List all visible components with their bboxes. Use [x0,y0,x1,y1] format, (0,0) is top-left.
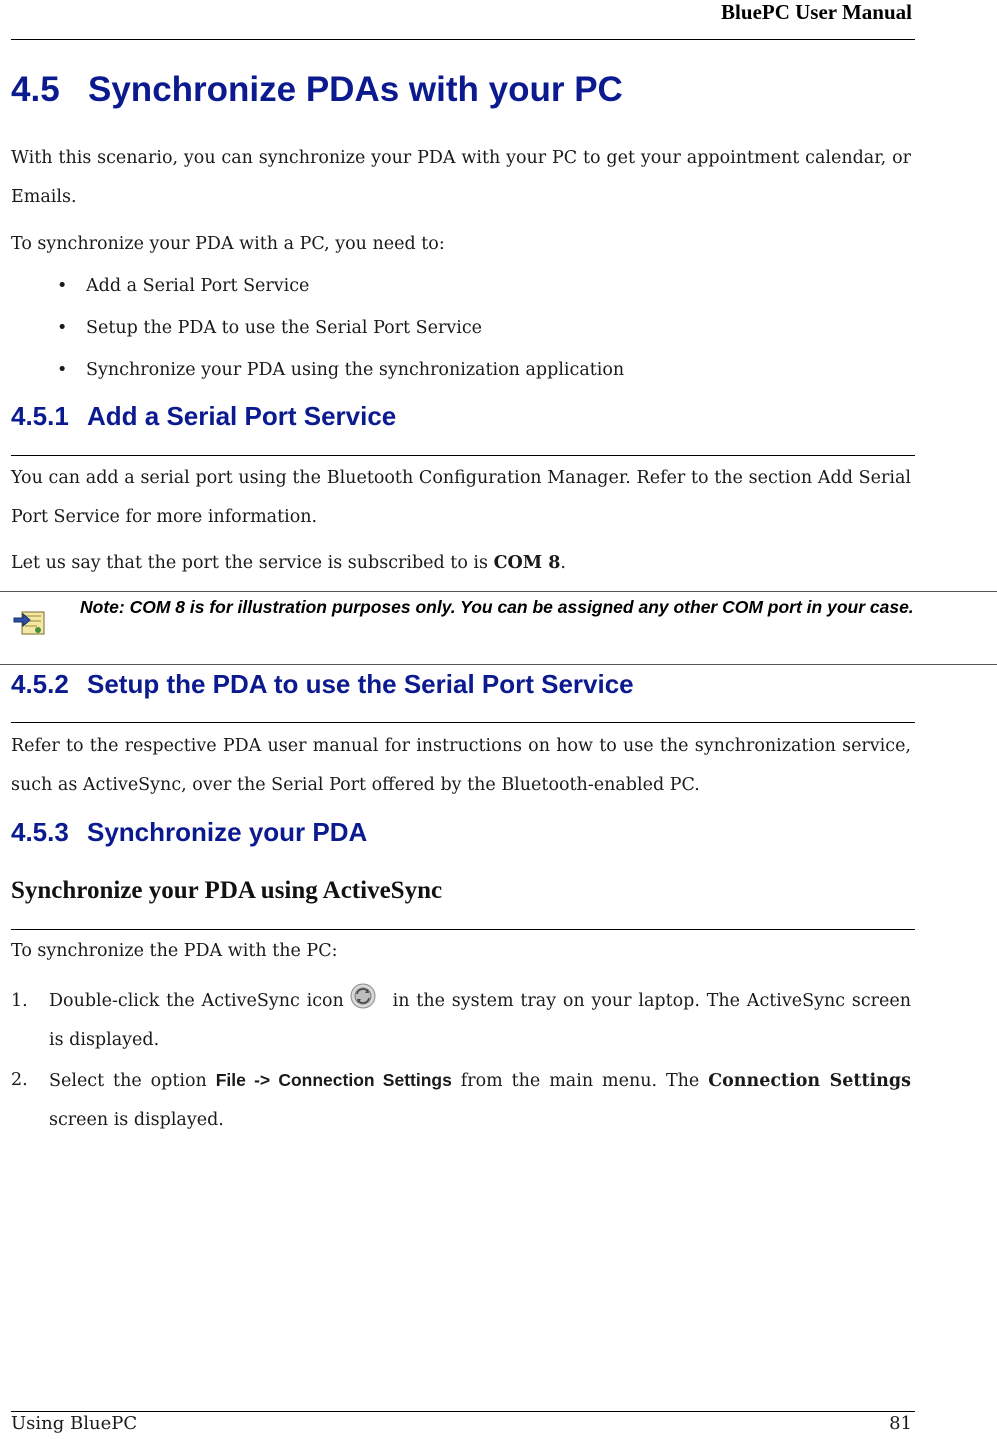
activesync-icon [346,982,380,1012]
step-text-after: in the system tray on your laptop. The ActiveSync screen is displayed. [49,991,911,1050]
note-pointer-icon [12,608,48,638]
activesync-subheading: Synchronize your PDA using ActiveSync [11,877,443,904]
bullet-text: Setup the PDA to use the Serial Port Service [86,318,482,338]
subsection-title: Synchronize your PDA [87,817,368,847]
com-port-suffix: . [560,553,566,573]
section-title: Synchronize PDAs with your PC [88,70,623,109]
subsection-number: 4.5.3 [11,817,69,847]
step-text-middle: from the main menu. The [451,1071,709,1091]
subsection-number: 4.5.1 [11,401,69,431]
sub3-intro: To synchronize the PDA with the PC: [11,941,338,961]
note-text: Note: COM 8 is for illustration purposes only. You can be assigned any other COM port in your case. [80,597,914,617]
footer-chapter: Using BluePC [11,1413,138,1434]
step-text-before: Double-click the ActiveSync icon [49,991,344,1011]
step-text-after: screen is displayed. [49,1110,224,1130]
bullet-text: Synchronize your PDA using the synchronization application [86,360,625,380]
running-header-title: BluePC User Manual [721,0,912,24]
subheading-rule [11,929,915,930]
bullet-item [57,313,482,343]
header-rule [11,39,915,40]
subsection-heading-4-5-2 [11,669,634,700]
subsection-heading-4-5-1 [11,401,396,432]
step-text-before: Select the option [49,1071,216,1091]
step-item [11,982,911,1060]
bullet-item [57,271,309,301]
screen-name-text: Connection Settings [708,1071,911,1091]
sub2-para: Refer to the respective PDA user manual for instructions on how to use the synchronization service, such as ActiveSync, over the Serial Port offered by the Bluetooth-enabled PC. [11,736,911,795]
step-number: 1. [11,991,28,1011]
bullet-dot-icon: • [57,276,68,296]
section-heading [11,70,623,110]
subsection-number: 4.5.2 [11,669,69,699]
bullet-dot-icon: • [57,360,68,380]
subsection-rule [11,455,915,456]
sub1-com-port-line [11,544,911,583]
section-need-to: To synchronize your PDA with a PC, you need to: [11,234,445,254]
bullet-dot-icon: • [57,318,68,338]
section-intro: With this scenario, you can synchronize your PDA with your PC to get your appointment calendar, or Emails. [11,148,911,207]
bullet-item [57,355,624,385]
subsection-rule [11,722,915,723]
footer-rule [11,1411,915,1412]
com-port-prefix: Let us say that the port the service is subscribed to is [11,553,494,573]
step-item [11,1061,911,1140]
page-number: 81 [889,1413,912,1434]
subsection-title: Add a Serial Port Service [87,401,397,431]
subsection-heading-4-5-3 [11,817,367,848]
bullet-text: Add a Serial Port Service [86,276,310,296]
com-port-value: COM 8 [493,553,561,573]
subsection-title: Setup the PDA to use the Serial Port Service [87,669,634,699]
section-number: 4.5 [11,70,60,109]
sub1-para: You can add a serial port using the Bluetooth Configuration Manager. Refer to the section Add Serial Port Service for more information. [11,468,911,527]
menu-path-text: File -> Connection Settings [215,1070,452,1090]
step-number: 2. [11,1070,28,1090]
